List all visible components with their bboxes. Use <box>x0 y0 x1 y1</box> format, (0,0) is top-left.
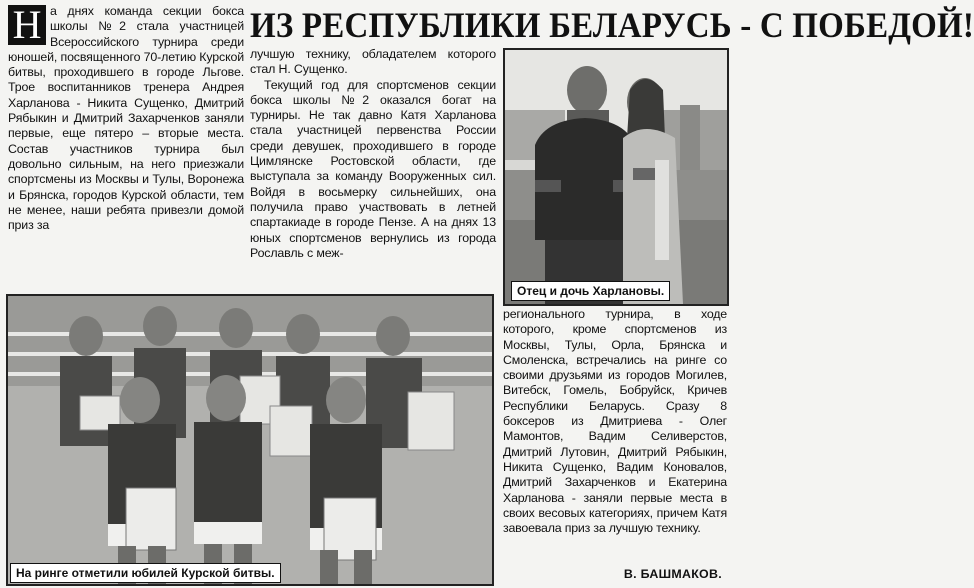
drop-cap: Н <box>8 5 46 45</box>
article-column-1 <box>8 4 244 233</box>
photo-father-daughter <box>503 48 729 306</box>
photo-boxing-team-image <box>8 296 492 584</box>
column-2-paragraph-1: лучшую технику, обладателем которого стал Н. Сущенко. <box>250 47 496 77</box>
author-signature: В. БАШМАКОВ. <box>623 567 722 581</box>
article-column-3: регионального турнира, в ходе которого, кроме спортсменов из Москвы, Тулы, Орла, Брянска и Смоленска, встречались на ринге со своими друзьями из городов Могилев, Витебск, Гомель, Бобруйск, Кричев Республики Беларусь. Сразу 8 боксеров из Дмитриева - Олег Мамонтов, Вадим Селиверстов, Дмитрий Лутовин, Дмитрий Рябыкин, Никита Сущенко, Вадим Коновалов, Дмитрий Захарченков и Екатерина Харланова - заняли первые места в своих весовых категориях, причем Катя завоевала приз за лучшую технику. <box>503 307 727 536</box>
photo-father-daughter-image <box>505 50 727 304</box>
article-headline: ИЗ РЕСПУБЛИКИ БЕЛАРУСЬ - С ПОБЕДОЙ! <box>250 6 974 46</box>
photo-boxing-team <box>6 294 494 586</box>
column-2-paragraph-2: Текущий год для спортсменов секции бокса школы №2 оказался богат на турниры. Не так давно Катя Харланова стала участницей первенства России среди девушек, проходившего в городе Цимлянске Ростовской области, где выступала за команду Вооруженных сил. Войдя в восьмерку сильнейших, она получила право участвовать в летней спартакиаде в городе Пензе. А на днях 13 юных спортсменов вернулись из города Рославль с меж- <box>250 77 496 260</box>
article-column-2 <box>250 47 496 261</box>
column-1-text: а днях команда секции бокса школы №2 стала участницей Всероссийского турнира среди юношей, посвященного 70-летию Курской битвы, проходившего в городе Льгове. Трое воспитанников тренера Андрея Харланова - Никита Сущенко, Дмитрий Рябыкин и Дмитрий Захарченков заняли первые, еще пятеро – вторые места. Состав участников турнира был довольно сильным, на него приезжали спортсмены из Москвы и Тулы, Воронежа и Брянска, городов Курской области, тем не менее, наши ребята привезли домой приз за <box>8 4 244 233</box>
photo-caption-bottom: На ринге отметили юбилей Курской битвы. <box>10 563 281 583</box>
photo-caption-right: Отец и дочь Харлановы. <box>511 281 670 301</box>
